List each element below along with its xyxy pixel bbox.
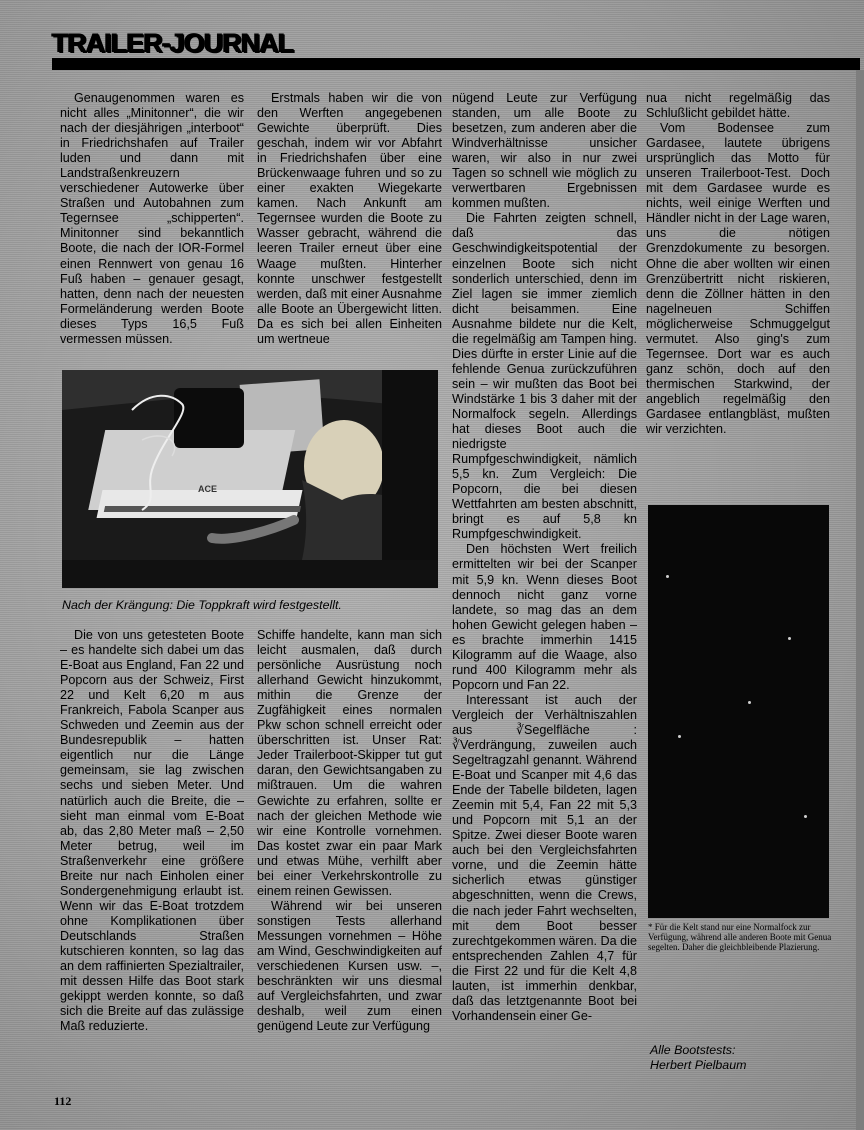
paragraph: Interessant ist auch der Vergleich der Verhältniszahlen aus ∛Segelfläche : ∛Verdrängung, zuweilen auch Segeltragzahl genannt. Während E-Boat und Scanper mit 4,6 das Ende der Tabelle bildeten, lagen Zeemin mit 5,4, Fan 22 mit 5,3 und Popcorn mit 5,1 an der Spitze. Zwei dieser Boote waren auch bei den Vergleichsfahrten vorne, und die Zeemin hätte sicherlich etwas günstiger abgeschnitten, wenn die Crews, die nach jeder Fahrt wechselten, mit dem Boot besser zurechtgekommen wären. Da die entsprechenden Zahlen 4,7 für die First 22 und für die Kelt 4,8 lauten, ist immerhin denkbar, daß das letztgenannte Boot bei Vorhandensein einer Ge- <box>452 692 637 1023</box>
speck <box>678 735 681 738</box>
article-photo <box>62 370 438 588</box>
column-1-bottom <box>60 628 244 1074</box>
photo-credit <box>650 1043 840 1073</box>
column-2-top <box>257 91 442 361</box>
column-2-bottom <box>257 628 442 1074</box>
paragraph: Genaugenommen waren es nicht alles „Minitonner“, die wir nach der diesjährigen „interboot“ in Friedrichshafen auf Trailer luden und dann mit Landstraßenkreuzern verschiedener Autowerke über Straßen und Autobahnen zum Tegernsee „schipperten“. Minitonner sind bekanntlich Boote, die nach der IOR-Formel einen Rennwert von genau 16 Fuß haben – genauer gesagt, hatten, denn nach der neuesten Formeländerung werden Boote dieses Typs 16,5 Fuß vermessen müssen. <box>60 91 244 346</box>
paragraph: Während wir bei unseren sonstigen Tests allerhand Messungen vornehmen – Höhe am Wind, Geschwindigkeiten auf verschiedenen Kursen usw. –, beschränkten wir uns diesmal auf Vergleichsfahrten, und zwar deshalb, weil zum einen genügend Leute zur Verfügung <box>257 898 442 1034</box>
page-number: 112 <box>54 1094 72 1108</box>
paragraph: Erstmals haben wir die von den Werften angegebenen Gewichte überprüft. Dies geschah, indem wir vor Abfahrt in Friedrichshafen über eine Brückenwaage fuhren und so zu einer exakten Wiegekarte kamen. Nach Ankunft am Tegernsee wurden die Boote zu Wasser gebracht, während die leeren Trailer erneut über eine Waage mußten. Hinterher konnte unschwer festgestellt werden, daß mit einer Ausnahme alle Boote an Übergewicht litten. Da es sich bei allen Einheiten um wertneue <box>257 91 442 346</box>
column-4 <box>646 91 830 451</box>
hull-label: ACE <box>198 484 218 494</box>
column-1-top <box>60 91 244 361</box>
paragraph: Die von uns getesteten Boote – es handelte sich dabei um das E-Boat aus England, Fan 22 und Popcorn aus der Schweiz, First 22 und Kelt 6,20 m aus Frankreich, Fabola Scanper aus Schweden und Zeemin aus der Bundesrepublik – hatten eigentlich nur die Länge gemeinsam, sie lag zwischen sechs und sieben Meter. Und natürlich auch die Breite, die – sieht man einmal vom E-Boat ab, das 2,80 Meter maß – 2,50 Meter betrug, weil im Straßenverkehr eine größere Breite nur nach Einholen einer Sondergenehmigung erlaubt ist. Wenn wir das E-Boat trotzdem ohne Komplikationen über Deutschlands Straßen kutschieren konnten, so lag das an dem raffinierten Spezialtrailer, mit dessen Hilfe das Boot stark gekippt werden konnte, so daß sich die Breite auf das zulässige Maß reduzierte. <box>60 628 244 1034</box>
paragraph: Den höchsten Wert freilich ermittelten wir bei der Scanper mit 5,9 kn. Wenn dieses Boot dennoch nicht ganz vorne landete, so mag das an dem hohen Gewicht gelegen haben – es brachte immerhin 1415 Kilogramm auf die Waage, also rund 400 Kilogramm mehr als Popcorn und Fan 22. <box>452 542 637 692</box>
paragraph: nügend Leute zur Verfügung standen, um alle Boote zu besetzen, zum anderen aber die Windverhältnisse unsicher waren, wir also in nur zwei Tagen so schnell wie möglich zu verwertbaren Ergebnissen kommen mußten. <box>452 91 637 211</box>
header-rule <box>52 58 860 70</box>
paragraph: Schiffe handelte, kann man sich leicht ausmalen, daß durch persönliche Ausrüstung noch allerhand Gewicht hinzukommt, mithin die Grenze der Zugfähigkeit eines normalen Pkw schon schnell erreicht oder überschritten ist. Unser Rat: Jeder Trailerboot-Skipper tut gut daran, den Gewichtsangaben zu mißtrauen. Um die wahren Gewichte zu erfahren, sollte er nach der gleichen Methode wie wir eine Kontrolle vornehmen. Das kostet zwar ein paar Mark und etwas Mühe, verhilft aber bei einer Verkehrskontrolle zu einem reinen Gewissen. <box>257 628 442 898</box>
page-edge <box>856 70 864 1130</box>
photo-caption: Nach der Krängung: Die Toppkraft wird festgestellt. <box>62 598 342 612</box>
speck <box>788 637 791 640</box>
paragraph: Die Fahrten zeigten schnell, daß das Geschwindigkeitspotential der einzelnen Boote sich nicht sonderlich unterschied, denn im Ziel lagen sie immer ziemlich dicht beisammen. Eine Ausnahme bildete nur die Kelt, die regelmäßig am Tampen hing. Dies dürfte in erster Linie auf die fehlende Genua zurückzuführen sein – wir mußten das Boot bei Windstärke 1 bis 3 daher mit der Normalfock segeln. Allerdings hat dieses Boot auch die niedrigste Rumpfgeschwindigkeit, nämlich 5,5 kn. Zum Vergleich: Die Popcorn, die bei diesen Wettfahrten am besten abschnitt, bringt es auf 5,8 kn Rumpfgeschwindigkeit. <box>452 211 637 542</box>
speck <box>666 575 669 578</box>
photo-illustration <box>62 370 438 588</box>
footnote: * Für die Kelt stand nur eine Normalfock zur Verfügung, während alle anderen Boote mit Genua segelten. Daher die gleichbleibende Plazierung. <box>648 922 832 953</box>
paragraph: Vom Bodensee zum Gardasee, lautete übrigens ursprünglich das Motto für unseren Trailerboot-Test. Doch mit dem Gardasee wurde es nichts, weil einige Werften und Händler nicht in der Lage waren, uns die nötigen Grenzdokumente zu besorgen. Ohne die aber wollten wir einen Grenzübertritt nicht riskieren, denn die Zöllner hätten in den nagelneuen Schiffen möglicherweise Schmuggelgut vermutet. Also ging's zum Tegernsee. Dort war es auch ganz schön, doch auf den thermischen Starkwind, der angeblich regelmäßig den Gardasee entlangbläst, mußten wir verzichten. <box>646 121 830 437</box>
paragraph: nua nicht regelmäßig das Schlußlicht gebildet hätte. <box>646 91 830 121</box>
credit-line-2: Herbert Pielbaum <box>650 1058 747 1072</box>
dark-figure-box <box>648 505 829 918</box>
credit-line-1: Alle Bootstests: <box>650 1043 736 1057</box>
speck <box>804 815 807 818</box>
section-title: TRAILER-JOURNAL <box>52 28 294 58</box>
column-3 <box>452 91 637 1074</box>
speck <box>748 701 751 704</box>
